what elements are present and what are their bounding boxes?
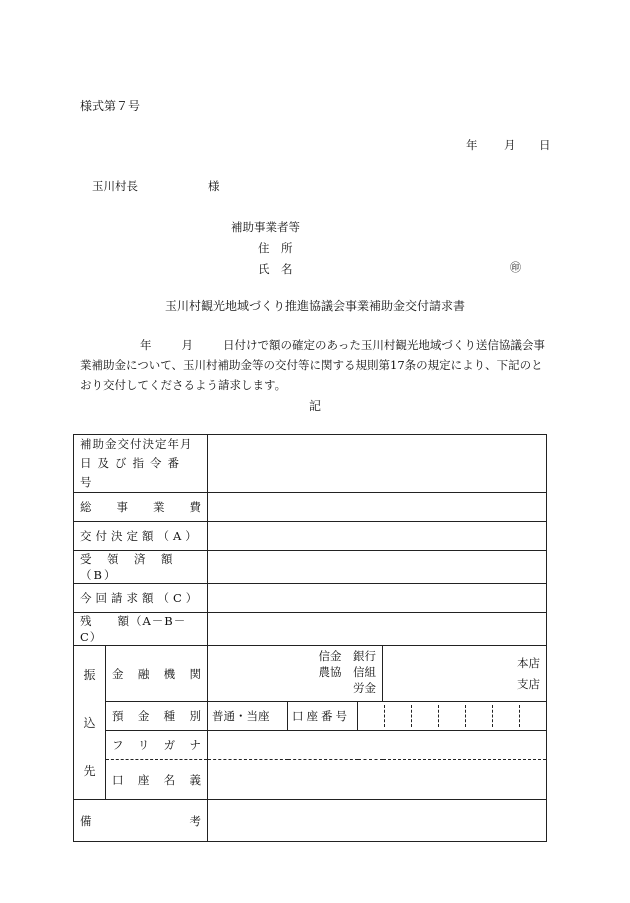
body-text [80, 335, 550, 395]
seal-mark: ㊞ [510, 261, 521, 274]
deposit-type-options[interactable]: 普通・当座 [208, 702, 288, 731]
date-year-label: 年 [466, 138, 478, 152]
deposit-type-char: 別 [189, 709, 201, 723]
remarks-value[interactable] [208, 800, 547, 842]
honorific: 様 [208, 179, 220, 193]
branch-name-field[interactable] [383, 646, 547, 702]
furigana-char: リ [137, 738, 150, 752]
request-amount-row [74, 584, 547, 613]
institution-types-3: 労金 [353, 681, 376, 695]
decision-label [74, 435, 208, 493]
addressee [92, 178, 220, 194]
request-amount-value[interactable] [208, 584, 547, 613]
institution-char: 金 [112, 666, 124, 681]
decision-row [74, 435, 547, 493]
furigana-char: ガ [163, 738, 176, 752]
decided-amount-row [74, 522, 547, 551]
remarks-char: 考 [189, 813, 201, 828]
deposit-type-label [106, 702, 208, 731]
decision-value[interactable] [208, 435, 547, 493]
addressee-name: 玉川村長 [92, 179, 138, 193]
institution-char: 融 [137, 666, 150, 681]
decision-label-2: 日及び指令番号 [80, 456, 185, 489]
furigana-value[interactable] [208, 731, 547, 760]
furigana-label [106, 731, 208, 760]
balance-value[interactable] [208, 613, 547, 646]
address-label: 住 所 [258, 241, 293, 255]
account-name-char: 口 [112, 772, 124, 787]
document-title: 玉川村観光地域づくり推進協議会事業補助金交付請求書 [164, 299, 465, 313]
deposit-type-char: 種 [163, 709, 176, 723]
account-name-char: 座 [137, 772, 150, 787]
received-amount-label: 受 領 済 額（B） [74, 551, 208, 584]
furigana-char: ナ [189, 738, 201, 752]
furigana-char: フ [112, 738, 124, 752]
account-name-value[interactable] [208, 760, 547, 800]
institution-types-2: 農協 信組 [318, 665, 376, 679]
institution-label [106, 646, 208, 702]
total-cost-char: 業 [153, 500, 165, 514]
deposit-type-row [74, 702, 547, 731]
applicant-block [231, 217, 300, 280]
request-amount-label: 今回請求額（C） [74, 584, 208, 613]
transfer-destination-label [74, 646, 106, 800]
digit-box[interactable] [465, 705, 492, 727]
account-name-row [74, 760, 547, 800]
branch-sub: 支店 [517, 676, 540, 691]
name-label: 氏 名 [258, 262, 293, 276]
digit-box[interactable] [384, 705, 411, 727]
account-name-char: 名 [163, 772, 176, 787]
digit-boxes [358, 705, 546, 727]
digit-box[interactable] [492, 705, 519, 727]
digit-box[interactable] [411, 705, 438, 727]
branch-main: 本店 [517, 655, 540, 670]
account-number-digits[interactable] [358, 702, 547, 731]
received-amount-row [74, 551, 547, 584]
date-month-label: 月 [504, 138, 516, 152]
digit-box[interactable] [519, 705, 546, 727]
digit-box[interactable] [358, 705, 384, 727]
balance-row [74, 613, 547, 646]
account-number-label: 口座番号 [288, 702, 358, 731]
remarks-row [74, 800, 547, 842]
total-cost-row [74, 493, 547, 522]
total-cost-char: 事 [116, 500, 128, 514]
balance-label: 残 額（A－B－C） [74, 613, 208, 646]
applicant-heading: 補助事業者等 [231, 220, 300, 234]
ki-heading: 記 [308, 399, 321, 413]
furigana-row [74, 731, 547, 760]
deposit-type-char: 預 [112, 709, 124, 723]
institution-row [74, 646, 547, 702]
total-cost-label [74, 493, 208, 522]
claim-table [73, 434, 547, 842]
institution-name-field[interactable] [208, 646, 383, 702]
remarks-label [74, 800, 208, 842]
digit-box[interactable] [438, 705, 465, 727]
remarks-char: 備 [80, 813, 92, 828]
form-number: 様式第７号 [80, 99, 141, 113]
body-rest: 補助金について、玉川村補助金等の交付等に関する規則第17条の規定により、下記のとおり交付してくださるよう請求します。 [80, 358, 543, 392]
institution-types-1: 信金 銀行 [318, 649, 376, 663]
body-line1: 日付けで額の確定のあった玉川村観光地域づくり送信協議会事業 [80, 338, 545, 372]
deposit-type-char: 金 [137, 709, 150, 723]
received-amount-value[interactable] [208, 551, 547, 584]
total-cost-char: 費 [189, 500, 201, 514]
date-day-label: 日 [539, 138, 551, 152]
transfer-char: 込 [83, 715, 96, 730]
transfer-char: 振 [83, 667, 96, 682]
decision-label-1: 補助金交付決定年月 [80, 437, 193, 451]
total-cost-value[interactable] [208, 493, 547, 522]
total-cost-char: 総 [80, 500, 92, 514]
institution-char: 機 [163, 666, 176, 681]
decided-amount-value[interactable] [208, 522, 547, 551]
institution-char: 関 [189, 666, 201, 681]
body-month: 月 [181, 338, 193, 352]
decided-amount-label: 交付決定額（A） [74, 522, 208, 551]
body-year: 年 [140, 338, 152, 352]
account-name-char: 義 [189, 772, 201, 787]
transfer-char: 先 [83, 763, 96, 778]
account-name-label [106, 760, 208, 800]
